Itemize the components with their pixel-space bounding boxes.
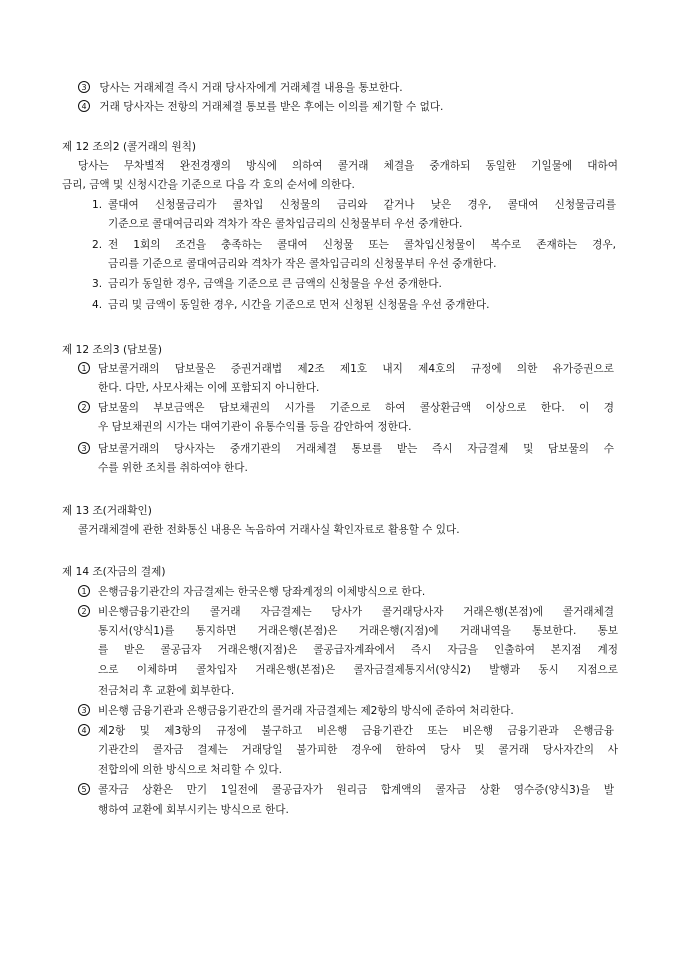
- top-item-3: [78, 79, 403, 98]
- article-14-item-4: [78, 722, 618, 741]
- circled-number: 5: [78, 783, 90, 795]
- article-13-text: 콜거래체결에 관한 전화통신 내용은 녹음하여 거래사실 확인자료로 활용할 수 있다.: [78, 524, 460, 536]
- article-14-heading: 제 14 조(자금의 결제): [62, 566, 166, 578]
- article-12-2-item-1-cont: 기준으로 콜대여금리와 격차가 작은 콜차입금리의 신청물부터 우선 중개한다.: [108, 218, 463, 230]
- circled-number: 3: [78, 704, 90, 716]
- item-text: 금리가 동일한 경우, 금액을 기준으로 큰 금액의 신청물을 우선 중개한다.: [108, 278, 442, 290]
- article-14-item-2-line4: 으로 이체하며 콜차입자 거래은행(본점)은 콜자금결제통지서(양식2) 발행과 동시 지점으로: [98, 664, 618, 676]
- article-14-item-1: [78, 583, 425, 602]
- article-12-2-intro-line1: 당사는 무차별적 완전경쟁의 방식에 의하여 콜거래 체결을 중개하되 동일한 기일물에 대하여: [78, 160, 618, 172]
- circled-number: 1: [78, 362, 90, 374]
- article-13-heading: 제 13 조(거래확인): [62, 505, 152, 517]
- article-12-3-item-3: [78, 440, 618, 459]
- article-12-2-heading: 제 12 조의2 (콜거래의 원칙): [62, 141, 197, 153]
- article-12-2-intro-line2: 금리, 금액 및 신청시간을 기준으로 다음 각 호의 순서에 의한다.: [62, 179, 355, 191]
- circled-number: 3: [78, 81, 90, 93]
- circled-number: 3: [78, 442, 90, 454]
- article-12-2-item-4: [92, 296, 489, 315]
- article-12-2-item-2: [92, 236, 618, 255]
- article-12-2-item-1: [92, 196, 618, 215]
- item-text: 담보콜거래의 당사자는 중개기관의 거래체결 통보를 받는 즉시 자금결제 및 담보물의 수: [98, 443, 614, 455]
- article-14-item-4-line3: 전합의에 의한 방식으로 처리할 수 있다.: [98, 764, 282, 776]
- article-12-3-item-1: [78, 360, 618, 379]
- circled-number: 4: [78, 100, 90, 112]
- circled-number: 4: [78, 724, 90, 736]
- item-number: 1.: [92, 199, 103, 211]
- item-text: 비은행금융기관간의 콜거래 자금결제는 당사가 콜거래당사자 거래은행(본점)에 콜거래체결: [98, 606, 614, 618]
- article-12-3-item-3-cont: 수를 위한 조치를 취하여야 한다.: [98, 462, 248, 474]
- top-item-4: [78, 98, 443, 117]
- item-text: 은행금융기관간의 자금결제는 한국은행 당좌계정의 이체방식으로 한다.: [98, 586, 426, 598]
- item-text: 금리 및 금액이 동일한 경우, 시간을 기준으로 먼저 신청된 신청물을 우선 중개한다.: [108, 299, 490, 311]
- item-text: 콜자금 상환은 만기 1일전에 콜공급자가 원리금 합계액의 콜자금 상환 영수증(양식3)을 발: [98, 784, 614, 796]
- article-14-item-5: [78, 781, 618, 800]
- article-12-3-heading: 제 12 조의3 (담보물): [62, 344, 162, 356]
- article-14-item-2-line3: 를 받은 콜공급자 거래은행(지점)은 콜공급자계좌에서 즉시 자금을 인출하여 본지점 계정: [98, 644, 618, 656]
- item-text: 비은행 금융기관과 은행금융기관간의 콜거래 자금결제는 제2항의 방식에 준하여 처리한다.: [98, 705, 514, 717]
- item-text: 거래 당사자는 전항의 거래체결 통보를 받은 후에는 이의를 제기할 수 없다.: [99, 101, 444, 113]
- article-14-item-2-line5: 전금처리 후 교환에 회부한다.: [98, 685, 235, 697]
- item-text: 전 1회의 조건을 충족하는 콜대여 신청물 또는 콜차입신청물이 복수로 존재하는 경우,: [108, 239, 616, 251]
- item-text: 담보콜거래의 담보물은 증권거래법 제2조 제1호 내지 제4호의 규정에 의한 유가증권으로: [98, 363, 614, 375]
- item-text: 제2항 및 제3항의 규정에 불구하고 비은행 금융기관간 또는 비은행 금융기관과 은행금융: [98, 725, 614, 737]
- article-12-3-item-2-cont: 우 담보채권의 시가는 대여기관이 유통수익률 등을 감안하여 정한다.: [98, 421, 412, 433]
- item-number: 4.: [92, 299, 103, 311]
- article-14-item-4-line2: 기관간의 콜자금 결제는 거래당일 불가피한 경우에 한하여 당사 및 콜거래 당사자간의 사: [98, 744, 618, 756]
- article-12-2-item-3: [92, 275, 442, 294]
- article-14-item-5-line2: 행하여 교환에 회부시키는 방식으로 한다.: [98, 804, 289, 816]
- article-12-3-item-2: [78, 399, 618, 418]
- item-text: 콜대여 신청물금리가 콜차입 신청물의 금리와 같거나 낮은 경우, 콜대여 신청물금리를: [108, 199, 616, 211]
- item-text: 당사는 거래체결 즉시 거래 당사자에게 거래체결 내용을 통보한다.: [99, 82, 403, 94]
- article-12-2-item-2-cont: 금리를 기준으로 콜대여금리와 격차가 작은 콜차입금리의 신청물부터 우선 중개한다.: [108, 258, 497, 270]
- article-14-item-2-line2: 통지서(양식1)를 통지하면 거래은행(본점)은 거래은행(지점)에 거래내역을 통보한다. 통보: [98, 625, 618, 637]
- article-14-item-2: [78, 603, 618, 622]
- circled-number: 2: [78, 401, 90, 413]
- item-text: 담보물의 부보금액은 담보채권의 시가를 기준으로 하여 콜상환금액 이상으로 한다. 이 경: [98, 402, 614, 414]
- circled-number: 1: [78, 585, 90, 597]
- article-12-3-item-1-cont: 한다. 다만, 사모사채는 이에 포함되지 아니한다.: [98, 382, 320, 394]
- article-14-item-3: [78, 702, 514, 721]
- circled-number: 2: [78, 605, 90, 617]
- item-number: 3.: [92, 278, 103, 290]
- item-number: 2.: [92, 239, 103, 251]
